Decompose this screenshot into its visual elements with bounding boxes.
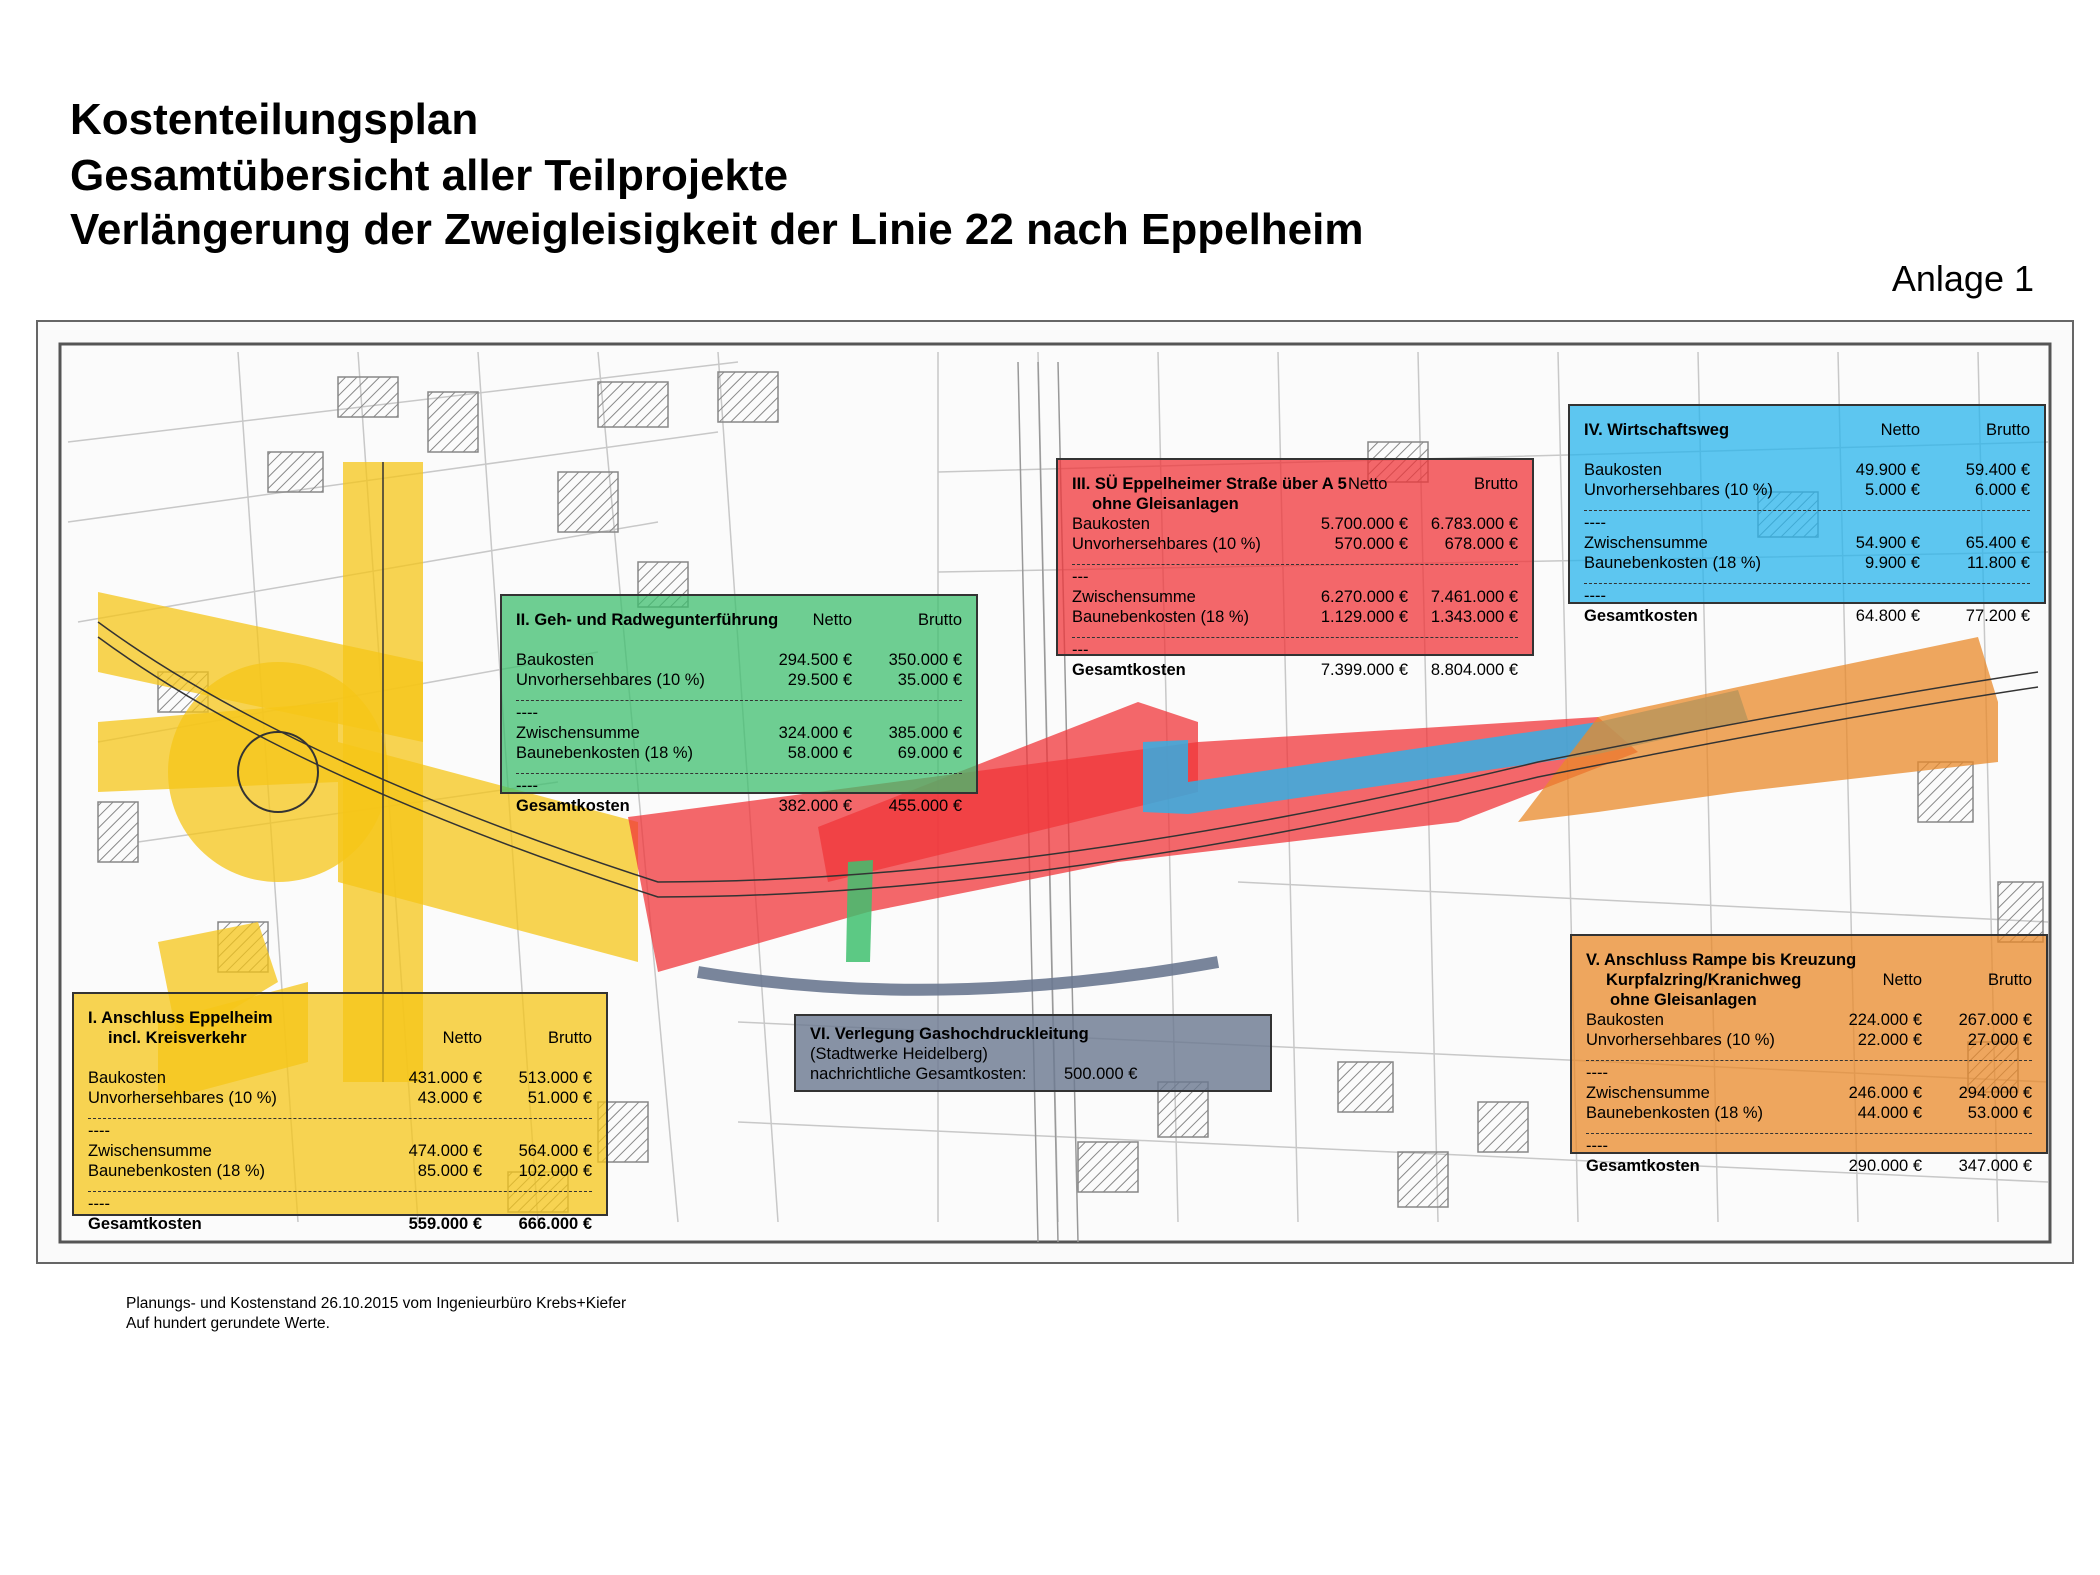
box3-total-brutto: 8.804.000 € [1430,661,1518,679]
box5-dash2: ---- [1586,1137,1608,1155]
box3-r4-netto: 1.129.000 € [1320,608,1408,626]
box4-r1-brutto: 59.400 € [1965,461,2030,479]
box5-r3-label: Zwischensumme [1586,1084,1710,1102]
box2-r1-brutto: 350.000 € [888,651,962,669]
box5-subtitle: Kurpfalzring/Kranichweg [1606,971,1802,989]
box3-r3-netto: 6.270.000 € [1320,588,1408,606]
cost-box-6 [794,1014,1272,1092]
box1-netto-header: Netto [442,1029,482,1047]
box1-total-netto: 559.000 € [408,1215,482,1233]
box2-total-label: Gesamtkosten [516,797,630,815]
box5-r2-brutto: 27.000 € [1967,1031,2032,1049]
box4-total-brutto: 77.200 € [1965,607,2030,625]
box1-r4-label: Baunebenkosten (18 %) [88,1162,266,1180]
box3-dash2: --- [1072,641,1089,659]
box3-netto-header: Netto [1348,475,1388,493]
box1-r2-netto: 43.000 € [417,1089,482,1107]
box4-r4-netto: 9.900 € [1864,554,1920,572]
box2-r4-label: Baunebenkosten (18 %) [516,744,694,762]
box5-r2-netto: 22.000 € [1857,1031,1922,1049]
anlage-label: Anlage 1 [1891,258,2034,299]
box1-r2-brutto: 51.000 € [527,1089,592,1107]
box4-r3-brutto: 65.400 € [1965,534,2030,552]
box2-brutto-header: Brutto [917,611,962,629]
box1-r4-netto: 85.000 € [417,1162,482,1180]
box2-dash2: ---- [516,777,538,795]
box3-r1-label: Baukosten [1072,515,1150,533]
box5-r4-brutto: 53.000 € [1967,1104,2032,1122]
box3-r4-label: Baunebenkosten (18 %) [1072,608,1250,626]
box3-subtitle: ohne Gleisanlagen [1092,495,1239,513]
box5-r3-brutto: 294.000 € [1958,1084,2032,1102]
box1-r1-label: Baukosten [88,1069,166,1087]
box2-r1-netto: 294.500 € [778,651,852,669]
box4-brutto-header: Brutto [1985,421,2030,439]
box3-r1-brutto: 6.783.000 € [1430,515,1518,533]
box5-dash: ---- [1586,1064,1608,1082]
box1-brutto-header: Brutto [547,1029,592,1047]
box5-r3-netto: 246.000 € [1848,1084,1922,1102]
box4-total-label: Gesamtkosten [1584,607,1698,625]
box3-r2-brutto: 678.000 € [1444,535,1518,553]
box6-value: 500.000 € [1064,1065,1138,1083]
box4-r2-label: Unvorhersehbares (10 %) [1584,481,1773,499]
box4-r3-label: Zwischensumme [1584,534,1708,552]
box3-title: III. SÜ Eppelheimer Straße über A 5 [1072,475,1347,493]
box5-r1-netto: 224.000 € [1848,1011,1922,1029]
box1-r2-label: Unvorhersehbares (10 %) [88,1089,277,1107]
box5-r1-brutto: 267.000 € [1958,1011,2032,1029]
box5-total-brutto: 347.000 € [1958,1157,2032,1175]
box3-total-netto: 7.399.000 € [1320,661,1408,679]
box4-r4-brutto: 11.800 € [1966,554,2030,572]
box2-r3-label: Zwischensumme [516,724,640,742]
box4-title: IV. Wirtschaftsweg [1584,421,1730,439]
box2-r2-netto: 29.500 € [787,671,852,689]
box1-total-brutto: 666.000 € [518,1215,592,1233]
site-plan-map [36,320,2074,1264]
box2-total-brutto: 455.000 € [888,797,962,815]
footnote [126,1294,626,1334]
box2-r4-brutto: 69.000 € [897,744,962,762]
cost-box-4 [1568,404,2046,625]
box3-r3-brutto: 7.461.000 € [1430,588,1518,606]
box1-r1-brutto: 513.000 € [518,1069,592,1087]
cost-box-3 [1056,458,1534,679]
box2-netto-header: Netto [812,611,852,629]
box5-r4-label: Baunebenkosten (18 %) [1586,1104,1764,1122]
box1-r4-brutto: 102.000 € [518,1162,592,1180]
box2-r2-label: Unvorhersehbares (10 %) [516,671,705,689]
box4-r1-label: Baukosten [1584,461,1662,479]
footnote-line-2: Auf hundert gerundete Werte. [126,1315,330,1332]
box4-dash: ---- [1584,514,1606,532]
box5-netto-header: Netto [1882,971,1922,989]
box4-netto-header: Netto [1880,421,1920,439]
box1-total-label: Gesamtkosten [88,1215,202,1233]
box6-subtitle: (Stadtwerke Heidelberg) [810,1045,988,1063]
box5-total-label: Gesamtkosten [1586,1157,1700,1175]
box1-title: I. Anschluss Eppelheim [88,1009,273,1027]
box3-r1-netto: 5.700.000 € [1320,515,1408,533]
box5-r4-netto: 44.000 € [1857,1104,1922,1122]
box4-dash2: ---- [1584,587,1606,605]
box2-r1-label: Baukosten [516,651,594,669]
box2-title: II. Geh- und Radwegunterführung [516,611,779,629]
title-line-2: Gesamtübersicht aller Teilprojekte [70,151,789,200]
cost-box-2 [500,594,978,815]
box3-r2-netto: 570.000 € [1334,535,1408,553]
box3-dash: --- [1072,568,1089,586]
box3-total-label: Gesamtkosten [1072,661,1186,679]
box2-r3-netto: 324.000 € [778,724,852,742]
box1-r3-label: Zwischensumme [88,1142,212,1160]
box6-label: nachrichtliche Gesamtkosten: [810,1065,1027,1083]
box5-r1-label: Baukosten [1586,1011,1664,1029]
box5-r2-label: Unvorhersehbares (10 %) [1586,1031,1775,1049]
box4-r4-label: Baunebenkosten (18 %) [1584,554,1762,572]
footnote-line-1: Planungs- und Kostenstand 26.10.2015 vom Ingenieurbüro Krebs+Kiefer [126,1295,627,1312]
box5-brutto-header: Brutto [1987,971,2032,989]
box2-r4-netto: 58.000 € [787,744,852,762]
box1-dash2: ---- [88,1195,110,1213]
box3-r3-label: Zwischensumme [1072,588,1196,606]
box6-title: VI. Verlegung Gashochdruckleitung [810,1025,1089,1043]
box2-total-netto: 382.000 € [778,797,852,815]
box1-subtitle: incl. Kreisverkehr [108,1029,247,1047]
box1-dash: ---- [88,1122,110,1140]
box3-r4-brutto: 1.343.000 € [1430,608,1518,626]
title-line-3: Verlängerung der Zweigleisigkeit der Linie 22 nach Eppelheim [70,205,1364,254]
box1-r3-netto: 474.000 € [408,1142,482,1160]
title-line-1: Kostenteilungsplan [70,95,479,144]
box1-r1-netto: 431.000 € [408,1069,482,1087]
box2-dash: ---- [516,704,538,722]
box4-r3-netto: 54.900 € [1855,534,1920,552]
box4-r2-netto: 5.000 € [1864,481,1920,499]
box4-total-netto: 64.800 € [1855,607,1920,625]
box5-total-netto: 290.000 € [1848,1157,1922,1175]
box1-r3-brutto: 564.000 € [518,1142,592,1160]
box3-r2-label: Unvorhersehbares (10 %) [1072,535,1261,553]
box5-subtitle-2: ohne Gleisanlagen [1610,991,1757,1009]
box2-r2-brutto: 35.000 € [897,671,962,689]
box5-title: V. Anschluss Rampe bis Kreuzung [1586,951,1857,969]
cost-box-1 [72,992,608,1233]
cost-box-5 [1570,934,2048,1175]
box4-r2-brutto: 6.000 € [1974,481,2030,499]
box3-brutto-header: Brutto [1473,475,1518,493]
box4-r1-netto: 49.900 € [1855,461,1920,479]
box2-r3-brutto: 385.000 € [888,724,962,742]
